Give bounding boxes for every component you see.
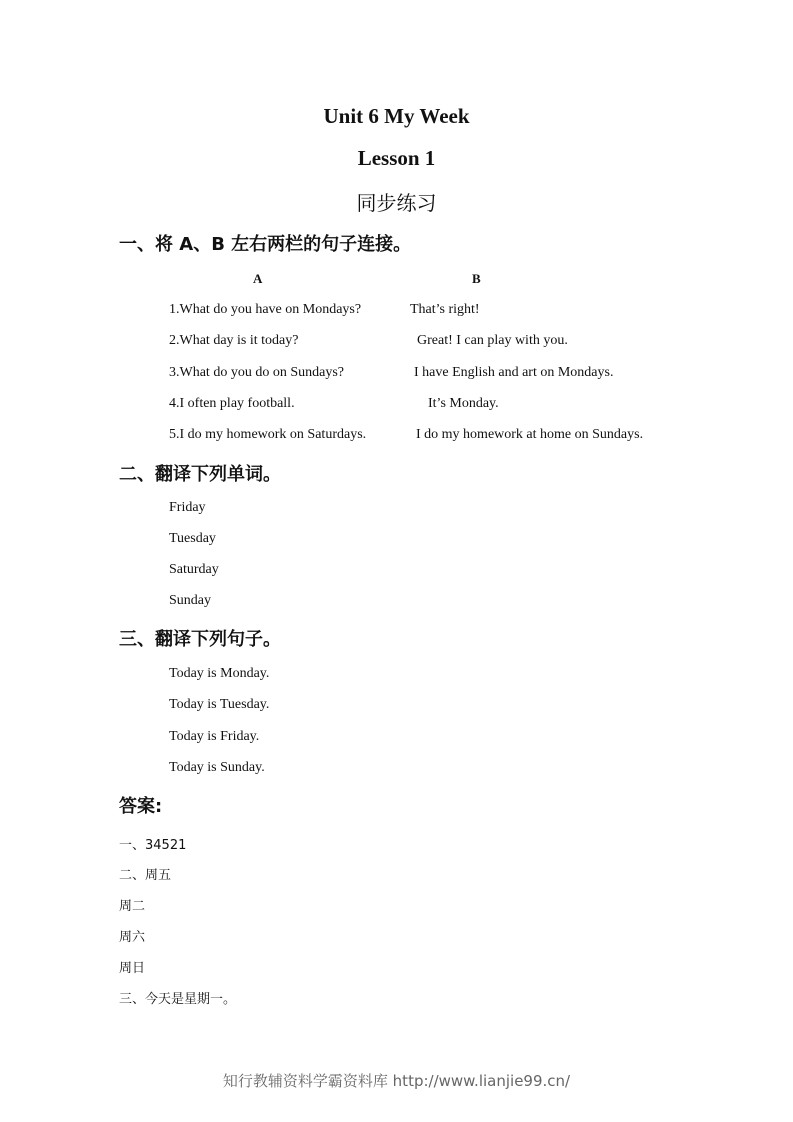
sentence-item: Today is Tuesday. bbox=[169, 697, 270, 712]
sentence-item: Today is Monday. bbox=[169, 666, 270, 681]
page-subtitle: 同步练习 bbox=[356, 191, 437, 215]
answer-line: 三、今天是星期一。 bbox=[119, 992, 237, 1007]
word-item: Saturday bbox=[169, 562, 219, 577]
section3-heading: 三、翻译下列句子。 bbox=[119, 629, 281, 650]
word-item: Tuesday bbox=[169, 531, 216, 546]
answer-line: 周二 bbox=[119, 899, 146, 914]
col-a-item: 3.What do you do on Sundays? bbox=[169, 365, 344, 380]
column-b-label: B bbox=[472, 271, 481, 286]
word-item: Sunday bbox=[169, 593, 211, 608]
col-a-item: 1.What do you have on Mondays? bbox=[169, 302, 362, 317]
answer-line: 周日 bbox=[119, 961, 146, 976]
col-b-item: Great! I can play with you. bbox=[417, 333, 568, 348]
word-item: Friday bbox=[169, 500, 206, 515]
column-a-label: A bbox=[253, 271, 263, 286]
col-b-item: I have English and art on Mondays. bbox=[414, 365, 614, 380]
sentence-item: Today is Friday. bbox=[169, 729, 260, 744]
col-b-item: I do my homework at home on Sundays. bbox=[416, 427, 644, 442]
answer-line: 二、周五 bbox=[119, 868, 172, 883]
section1-heading: 一、将 A、B 左右两栏的句子连接。 bbox=[119, 234, 412, 255]
answer-line: 周六 bbox=[119, 930, 146, 945]
answer-line: 一、34521 bbox=[119, 838, 187, 853]
unit-title: Unit 6 My Week bbox=[323, 104, 470, 128]
col-b-item: That’s right! bbox=[410, 302, 480, 317]
section2-heading: 二、翻译下列单词。 bbox=[119, 464, 281, 485]
answers-heading: 答案: bbox=[119, 796, 163, 817]
sentence-item: Today is Sunday. bbox=[169, 760, 265, 775]
col-a-item: 2.What day is it today? bbox=[169, 333, 299, 348]
col-a-item: 5.I do my homework on Saturdays. bbox=[169, 427, 367, 442]
col-a-item: 4.I often play football. bbox=[169, 396, 295, 411]
lesson-title: Lesson 1 bbox=[357, 146, 436, 170]
footer-watermark: 知行教辅资料学霸资料库 http://www.lianjie99.cn/ bbox=[222, 1072, 571, 1090]
col-b-item: It’s Monday. bbox=[428, 396, 499, 411]
